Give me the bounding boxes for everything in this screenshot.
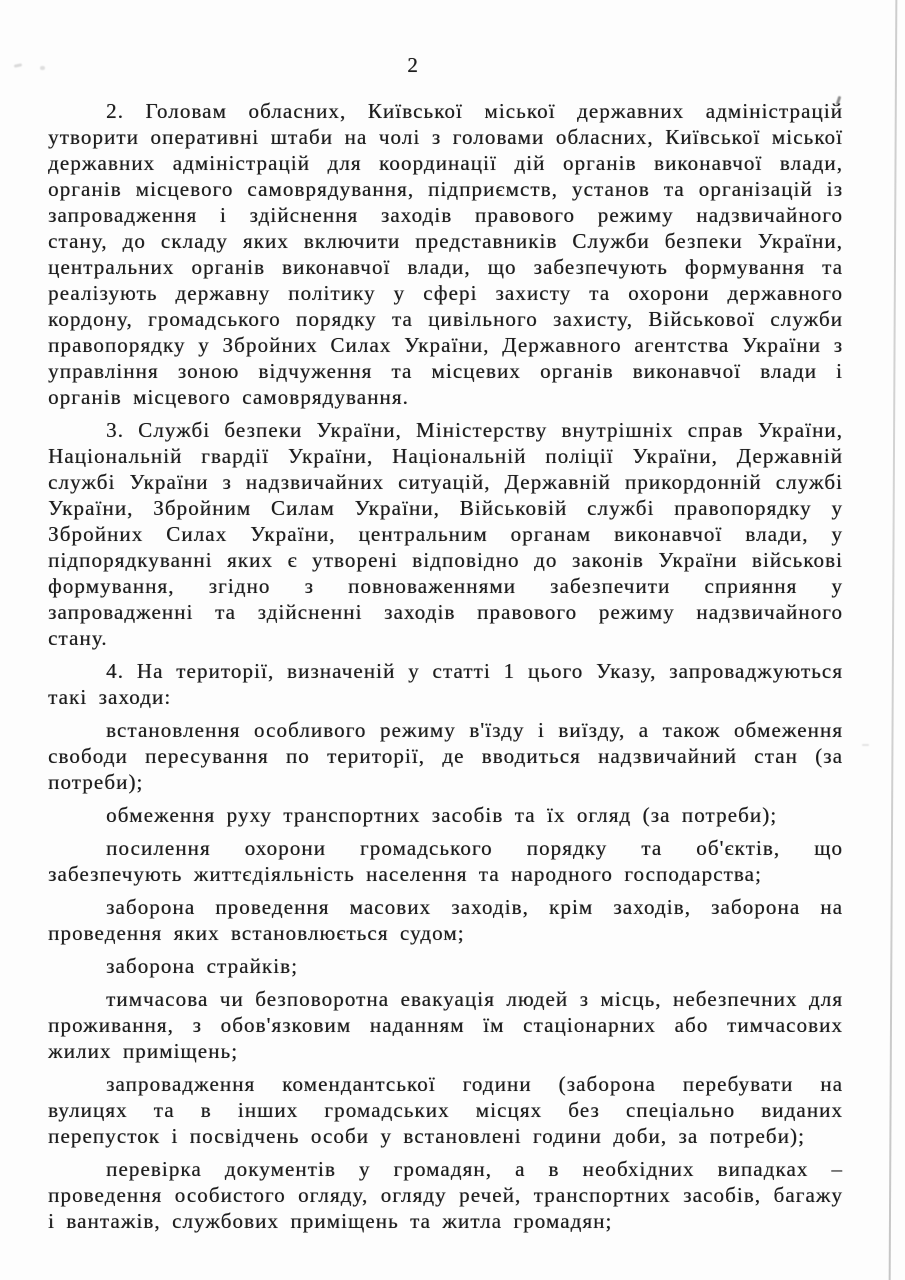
- measure-item-public-order-protection: посилення охорони громадського порядку та об'єктів, що забезпечують життєдіяльність населення та народного господарства;: [48, 836, 843, 886]
- measure-item-strikes-ban: заборона страйків;: [106, 954, 299, 978]
- measure-item-mass-events-ban: заборона проведення масових заходів, крім заходів, заборона на проведення яких встановлюється судом;: [48, 895, 843, 945]
- scan-edge-line: [889, 0, 898, 1280]
- measure-item-curfew: запровадження комендантської години (заборона перебувати на вулицях та в інших громадських місцях без спеціально виданих перепусток і посвідчень особи у встановлені години доби, за потреби);: [48, 1072, 843, 1148]
- measure-item-evacuation: тимчасова чи безповоротна евакуація людей з місць, небезпечних для проживання, з обов'язковим наданням їм стаціонарних або тимчасових жилих приміщень;: [48, 987, 843, 1063]
- document-text-block: [48, 52, 843, 1241]
- paragraph-item-3: 3. Службі безпеки України, Міністерству внутрішніх справ України, Національній гвардії України, Національній поліції України, Державній службі України з надзвичайних ситуацій, Державній прикордонній службі України, Збройним Силам України, Військовій службі правопорядку у Збройних Силах України, центральним органам виконавчої влади, у підпорядкуванні яких є утворені відповідно до законів України військові формування, згідно з повноваженнями забезпечити сприяння у запровадженні та здійсненні заходів правового режиму надзвичайного стану.: [48, 418, 843, 650]
- measure-item-entry-exit-regime: встановлення особливого режиму в'їзду і виїзду, а також обмеження свободи пересування по території, де вводиться надзвичайний стан (за потреби);: [48, 718, 843, 794]
- page-number: 2: [407, 53, 418, 77]
- paragraph-item-2: 2. Головам обласних, Київської міської державних адміністрацій утворити оперативні штаби на чолі з головами обласних, Київської міської державних адміністрацій для координації дій органів виконавчої влади, органів місцевого самоврядування, підприємств, установ та організацій із запровадження і здійснення заходів правового режиму надзвичайного стану, до складу яких включити представників Служби безпеки України, центральних органів виконавчої влади, що забезпечують формування та реалізують державну політику у сфері захисту та охорони державного кордону, громадського порядку та цивільного захисту, Військової служби правопорядку у Збройних Силах України, Державного агентства України з управління зоною відчуження та місцевих органів виконавчої влади і органів місцевого самоврядування.: [48, 99, 843, 409]
- measure-item-transport-restriction: обмеження руху транспортних засобів та їх огляд (за потреби);: [106, 803, 778, 827]
- measure-item-document-checks: перевірка документів у громадян, а в необхідних випадках – проведення особистого огляду, огляду речей, транспортних засобів, багажу і вантажів, службових приміщень та житла громадян;: [48, 1157, 843, 1233]
- paragraph-item-4-intro: 4. На території, визначеній у статті 1 цього Указу, запроваджуються такі заходи:: [48, 659, 843, 709]
- scan-speck: [862, 744, 869, 746]
